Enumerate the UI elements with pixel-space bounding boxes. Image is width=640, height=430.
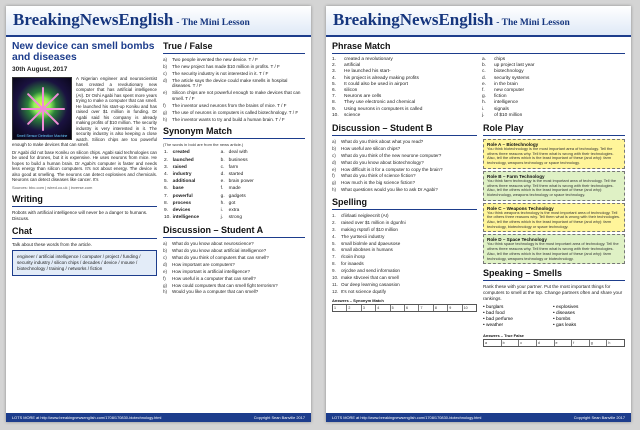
role-play-heading: Role Play	[483, 123, 625, 136]
list-item: 6. small abobses in humans	[332, 247, 393, 253]
list-item: e) How important is artificial intelligence?	[163, 268, 250, 274]
footer-copyright: Copyright Sean Banville 2017	[253, 415, 305, 420]
list-item: c. biotechnology	[482, 69, 524, 75]
list-item: d) How important are computers?	[163, 261, 235, 267]
article-image	[12, 77, 72, 140]
spelling-list	[332, 213, 477, 295]
footer-copyright: Copyright Sean Banville 2017	[573, 415, 625, 420]
list-item: 11. Our deep learning casaosion	[332, 281, 400, 287]
role-card: Role A – Biotechnology You think biotechnology is the most important area of technology. Tell the others three reasons why. Tell them what is wrong with their technologies. Also, tell the others which is the least important of these (and why): farm technology, weapons technology or space technology.	[483, 139, 625, 169]
phrase-match-heading: Phrase Match	[332, 41, 625, 54]
answer-grid: a b c d e f g h	[483, 339, 625, 347]
list-item: 3. He launched his start-	[332, 69, 391, 75]
list-item: b) The new project has made $10 million in profits. T / F	[163, 63, 280, 69]
footer-link[interactable]: LOTS MORE at http://www.breakingnewsenglish.com/1708/170830-biotechnology.html	[332, 415, 482, 420]
page-footer	[6, 413, 311, 422]
page-footer	[326, 413, 631, 422]
table-row: 1. created a. deal with	[164, 150, 248, 156]
answer-grid: 1 2 3 4 5 6 7 8 9 10	[332, 304, 477, 312]
list-item: a) Two people invented the new device. T / F	[163, 57, 258, 62]
phrase-match-table	[332, 57, 625, 119]
list-item: e. in the brain	[482, 81, 518, 87]
table-row: 4. industry d. started	[164, 172, 244, 177]
list-item: a) What do you think about what you read?	[332, 139, 424, 144]
list-item: c) What do you think of computers that can smell?	[163, 255, 269, 260]
brand-subtitle: - The Mini Lesson	[176, 18, 250, 28]
true-false-heading: True / False	[163, 41, 305, 54]
list-item: g) How could computers that can smell fight terrorism?	[163, 282, 278, 288]
article-paragraph: A Nigerian engineer and neuroscientist has created a revolutionary new computer that has artificial intelligence (AI). Dr Oshi Agabi has spent more years trying to make a computer that can smell. He launched his start-up Koniku and has raised over $1 million in funding. Dr Agabi said his company is already making profits of $10 million. The security industry is very interested in it. The security industry is also keeping a close watch. Silicon chips are too powerful enough to make devices that can smell.	[12, 76, 157, 147]
list-item: • weather	[483, 323, 504, 329]
true-false-answers	[483, 333, 625, 347]
left-column	[332, 119, 477, 312]
article-date: 30th August, 2017	[12, 66, 68, 73]
list-item: h. intelligence	[482, 100, 519, 106]
list-item: 8. for inaaeds	[332, 261, 364, 267]
page-header	[6, 6, 311, 37]
lesson-page-2	[326, 6, 631, 422]
discussion-b-heading: Discussion – Student B	[332, 123, 477, 136]
left-column	[12, 41, 157, 276]
list-item: 1. cfiirlaati neigleecnlt (AI)	[332, 212, 389, 218]
list-item: a) What do you know about neuroscience?	[163, 241, 254, 247]
lesson-page-1	[6, 6, 311, 422]
list-item: 3. making rsptofi of $10 million	[332, 226, 398, 232]
list-item: c) The security industry is not interested in it. T / F	[163, 70, 269, 76]
answers-heading: Answers – True False	[483, 333, 524, 339]
image-caption: Smell Sensor Detection Machine	[16, 134, 68, 138]
list-item: c) What do you think of the new neurone computer?	[332, 152, 442, 158]
list-item: f) How useful is a computer that can smell?	[163, 275, 256, 281]
list-item: 7. rlcoiin ihcsp	[332, 254, 365, 260]
discussion-b-list	[332, 139, 477, 193]
writing-prompt: Robots with artificial intelligence will never be a danger to humans. Discuss.	[12, 210, 148, 221]
right-column	[163, 41, 305, 296]
page-header	[326, 6, 631, 37]
list-item: 2. artificial	[332, 63, 361, 69]
list-item: 8. They use electronic and chemical	[332, 100, 416, 106]
table-row: 9. devices i. extra	[164, 207, 240, 213]
list-item: h) Would you like a computer that can smell?	[163, 289, 259, 295]
speaking-heading: Speaking – Smells	[483, 268, 625, 281]
article-sources: Sources: bbc.com | wired.co.uk | inverse.com	[12, 184, 93, 190]
synonym-note: (The words in bold are from the news article.)	[163, 142, 244, 148]
role-card: Role D – Space Technology You think space technology is the most important area of technology. Tell the others three reasons why. Tell them what is wrong with their technologies. Also, tell the others which is the least important of these (and why): farm technology, weapons technology or biotechnology.	[483, 234, 625, 264]
table-row: 10. intelligence j. strong	[164, 215, 243, 221]
brand-title: BreakingNewsEnglish	[13, 10, 174, 29]
list-item: • bad food	[483, 310, 505, 316]
speaking-instruction: Rank these with your partner. Put the most important things for computers to smell at the top. Change partners often and share your rankings.	[483, 284, 623, 301]
list-item: e) Silicon chips are not powerful enough to make devices that can smell. T / F	[163, 90, 301, 101]
chat-instruction: Talk about these words from the article.	[12, 241, 92, 247]
answers-heading: Answers – Synonym Match	[332, 298, 384, 304]
list-item: 9. Using neurons in computers is called	[332, 106, 423, 112]
list-item: b) How useful are silicon chips?	[332, 145, 401, 151]
list-item: f. new computer	[482, 88, 525, 94]
list-item: 10. make sbvceei that can smell	[332, 274, 399, 280]
list-item: 7. Neurons are cells	[332, 94, 382, 100]
role-card: Role B – Farm Technology You think farm technology is the most important area of technology. Tell the others three reasons why. Tell them what is wrong with their technologies. Also, tell the others which is the least important of these (and why): biotechnology, weapons technology or space technology.	[483, 171, 625, 201]
true-false-list	[163, 57, 305, 122]
spelling-heading: Spelling	[332, 197, 477, 210]
table-row: 3. raised c. farm	[164, 164, 239, 170]
list-item: e) How difficult is it for a computer to copy the brain?	[332, 166, 443, 172]
list-item: 10. science	[332, 112, 361, 118]
list-item: g) The use of neurons in computers is called biotechnology. T / F	[163, 109, 299, 115]
list-item: f) What do you think of science fiction?	[332, 173, 416, 179]
list-item: • diseases	[553, 310, 575, 316]
list-item: i. signals	[482, 106, 509, 112]
article-headline: New device can smell bombs and diseases	[12, 41, 155, 63]
list-item: d) The article says the device could make smells in hospital diseases. T / F	[163, 77, 288, 89]
list-item: • bad perfume	[483, 317, 513, 323]
list-item: 1. created a revolutionary	[332, 57, 393, 62]
discussion-a-heading: Discussion – Student A	[163, 225, 305, 238]
article-body	[12, 76, 157, 190]
list-item: • bombs	[553, 317, 571, 323]
smell-list	[483, 305, 625, 330]
right-column	[483, 119, 625, 347]
list-item: • explosives	[553, 304, 579, 310]
list-item: a. chips	[482, 57, 506, 62]
synonym-answers	[332, 298, 477, 312]
list-item: 4. The yurtsecii industry	[332, 233, 385, 239]
chat-word-box: engineer / artificial intelligence / computer / project / funding / security industry / silicon chips / decades / device / mouse / biotechnology / training / networks / fiction	[12, 250, 157, 276]
discussion-a-list	[163, 241, 305, 295]
list-item: g) How much is the big science fiction?	[332, 180, 416, 186]
list-item: • burglars	[483, 304, 504, 310]
table-row: 7. powerful g. gadgets	[164, 193, 246, 199]
list-item: 5. It could also be used in airport	[332, 81, 408, 87]
chat-heading: Chat	[12, 226, 157, 239]
list-item: 6. silicon	[332, 88, 358, 94]
article-paragraph: Dr Agabi did not base Koniku on silicon chips. Agabi said technologies can be used for drones, but it is expensive. He uses neurons from mice. He hopes to build a human brain. Dr Agabi's computer is faster and needs less energy than silicon computers. It's not about energy. The device is also good at smelling. The neurons can detect explosives and chemicals. Neurons can detect diseases like cancer. It's	[12, 149, 157, 182]
list-item: g. fiction	[482, 94, 507, 100]
synonym-table	[163, 149, 305, 221]
list-item: b. up project last year	[482, 63, 535, 69]
list-item: 9. orjcdse and send information	[332, 268, 400, 274]
footer-link[interactable]: LOTS MORE at http://www.breakingnewsenglish.com/1708/170830-biotechnology.html	[12, 415, 162, 420]
list-item: 4. his project is already making profits	[332, 75, 419, 81]
list-item: d. security systems	[482, 75, 530, 81]
writing-heading: Writing	[12, 194, 157, 207]
table-row: 2. launched b. business	[164, 157, 248, 163]
table-row: 8. process h. got	[164, 200, 236, 206]
list-item: h) The inventor wants to try and build a human brain. T / F	[163, 116, 285, 122]
list-item: j. of $10 million	[482, 112, 523, 118]
list-item: b) What do you know about artificial intelligence?	[163, 248, 267, 254]
table-row: 5. additional e. brain power	[164, 179, 254, 185]
list-item: • gas leaks	[553, 323, 577, 329]
list-item: 12. It's not science dqutify	[332, 288, 387, 294]
synonym-match-heading: Synonym Match	[163, 126, 305, 139]
table-row: 6. base f. made	[164, 186, 241, 192]
list-item: 2. raised over $1 million in dgunfni	[332, 219, 406, 225]
brand-title: BreakingNewsEnglish	[333, 10, 494, 29]
list-item: d) What do you know about biotechnology?	[332, 159, 424, 165]
list-item: f) The inventor used neurons from the brains of mice. T / F	[163, 102, 287, 108]
brand-subtitle: - The Mini Lesson	[496, 18, 570, 28]
list-item: h) What questions would you like to ask Dr Agabi?	[332, 187, 438, 193]
list-item: 5. small biolmle and dpaeusose	[332, 240, 401, 246]
role-card: Role C – Weapons Technology You think weapons technology is the most important area of technology. Tell the others three reasons why. Tell them what is wrong with their technologies. Also, tell the others which is the least important of these (and why): farm technology, biotechnology or space technology.	[483, 203, 625, 233]
